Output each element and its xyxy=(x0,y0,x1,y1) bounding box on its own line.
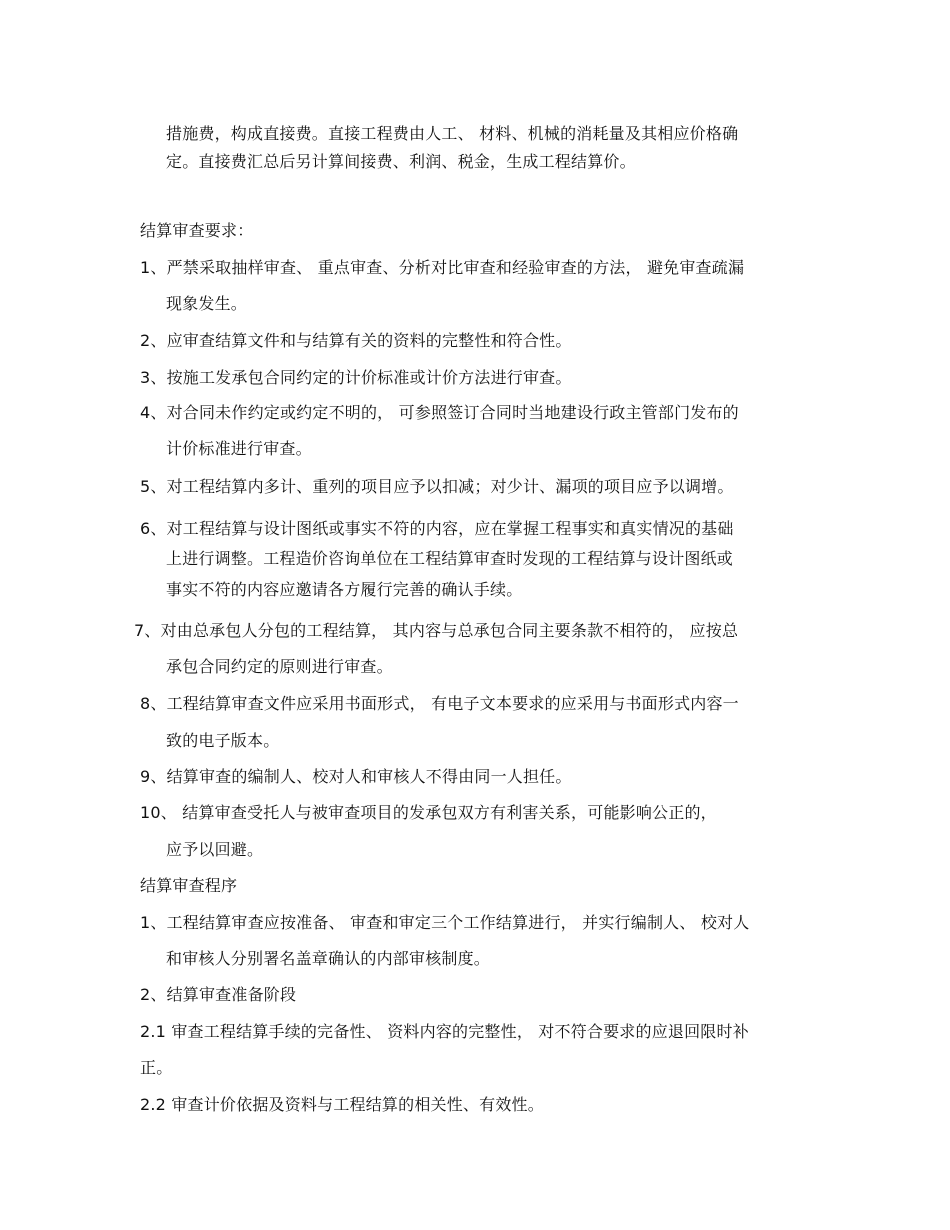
list-item: 1、工程结算审查应按准备、 审查和审定三个工作结算进行， 并实行编制人、 校对人 xyxy=(140,913,750,932)
text-line: 现象发生。 xyxy=(166,294,248,313)
text-line: 正。 xyxy=(140,1058,173,1077)
text-line: 计价标准进行审查。 xyxy=(166,439,312,458)
list-item: 9、结算审查的编制人、校对人和审核人不得由同一人担任。 xyxy=(140,767,572,786)
section-heading: 结算审查程序 xyxy=(140,876,238,895)
list-item: 1、严禁采取抽样审查、 重点审查、分析对比审查和经验审查的方法， 避免审查疏漏 xyxy=(140,258,745,277)
text-line: 承包合同约定的原则进行审查。 xyxy=(166,657,393,676)
section-heading: 结算审查要求： xyxy=(140,221,254,240)
text-line: 应予以回避。 xyxy=(166,840,264,859)
list-item: 8、工程结算审查文件应采用书面形式， 有电子文本要求的应采用与书面形式内容一 xyxy=(140,694,739,713)
list-item: 2.2 审查计价依据及资料与工程结算的相关性、有效性。 xyxy=(140,1095,544,1114)
list-item: 2、应审查结算文件和与结算有关的资料的完整性和符合性。 xyxy=(140,331,572,350)
list-item: 7、对由总承包人分包的工程结算， 其内容与总承包合同主要条款不相符的， 应按总 xyxy=(134,621,739,640)
text-line: 致的电子版本。 xyxy=(166,731,280,750)
list-item: 5、对工程结算内多计、重列的项目应予以扣减；对少计、漏项的项目应予以调增。 xyxy=(140,477,734,496)
text-line: 定。直接费汇总后另计算间接费、利润、税金，生成工程结算价。 xyxy=(166,152,636,171)
list-item: 10、 结算审查受托人与被审查项目的发承包双方有利害关系，可能影响公正的， xyxy=(140,803,717,822)
text-line: 事实不符的内容应邀请各方履行完善的确认手续。 xyxy=(166,580,523,599)
text-line: 上进行调整。工程造价咨询单位在工程结算审查时发现的工程结算与设计图纸或 xyxy=(166,549,734,568)
list-item: 4、对合同未作约定或约定不明的， 可参照签订合同时当地建设行政主管部门发布的 xyxy=(140,403,739,422)
text-line: 措施费，构成直接费。直接工程费由人工、 材料、机械的消耗量及其相应价格确 xyxy=(166,124,739,143)
list-item: 3、按施工发承包合同约定的计价标准或计价方法进行审查。 xyxy=(140,368,572,387)
list-item: 2.1 审查工程结算手续的完备性、 资料内容的完整性， 对不符合要求的应退回限时补 xyxy=(140,1022,749,1041)
text-line: 和审核人分别署名盖章确认的内部审核制度。 xyxy=(166,949,491,968)
list-item: 6、对工程结算与设计图纸或事实不符的内容，应在掌握工程事实和真实情况的基础 xyxy=(140,519,734,538)
list-item: 2、结算审查准备阶段 xyxy=(140,985,297,1004)
